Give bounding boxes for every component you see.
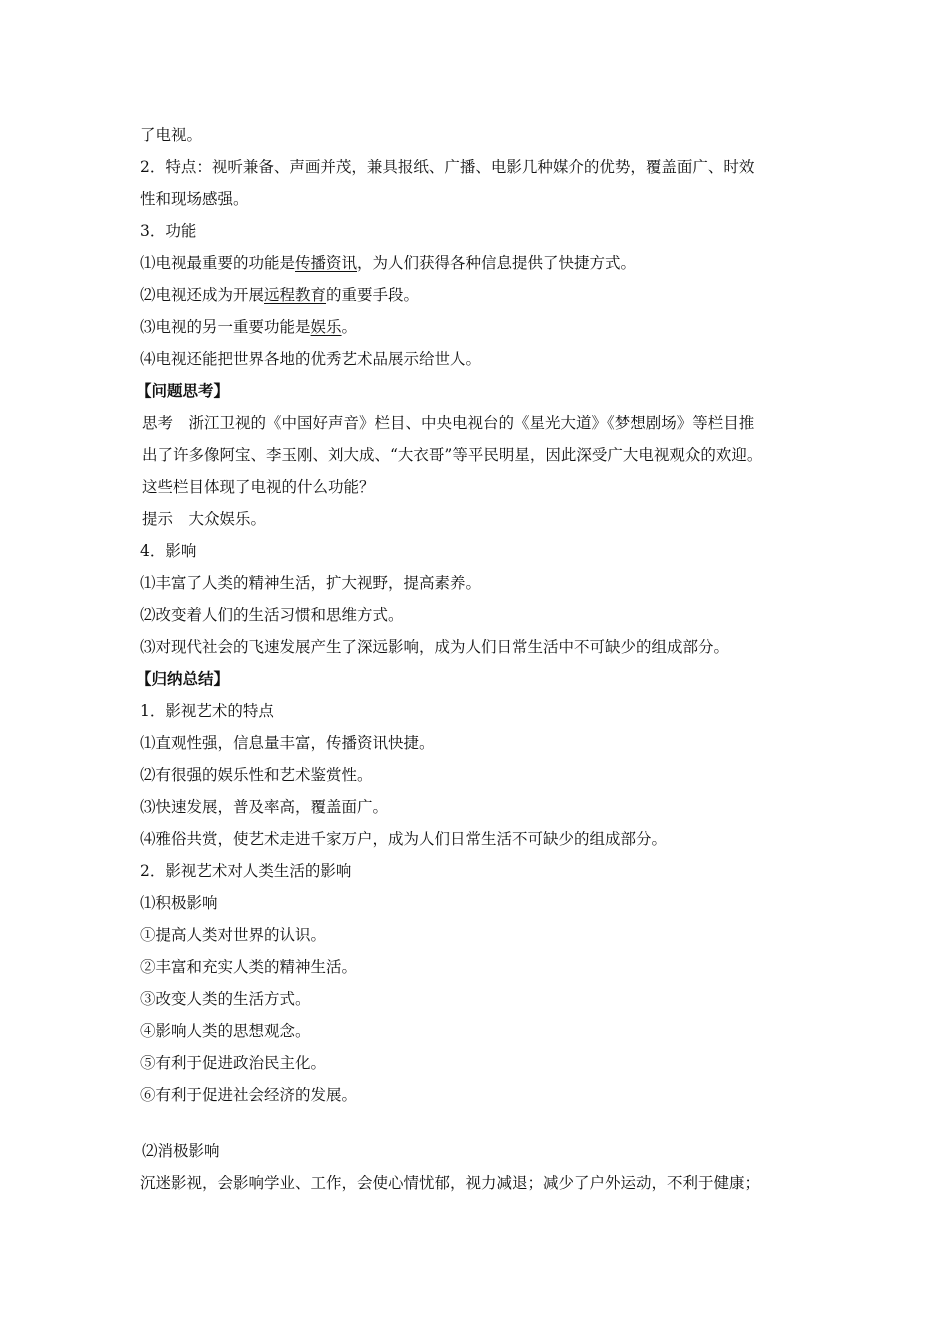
text-line: 性和现场感强。 <box>140 190 249 208</box>
text-line: ⑴直观性强，信息量丰富，传播资讯快捷。 <box>140 734 435 752</box>
text-segment: 的重要手段。 <box>326 286 420 304</box>
section-heading: 【归纳总结】 <box>136 669 230 688</box>
text-line <box>140 316 357 338</box>
text-segment: 。 <box>341 318 358 336</box>
text-line: ⑷电视还能把世界各地的优秀艺术品展示给世人。 <box>140 350 482 368</box>
underlined-term: 传播资讯 <box>295 254 358 272</box>
list-item: ⑤有利于促进政治民主化。 <box>140 1054 327 1072</box>
text-line: ⑵消极影响 <box>142 1142 220 1160</box>
text-segment: ⑵电视还成为开展 <box>140 286 265 304</box>
section-heading: 2．影视艺术对人类生活的影响 <box>140 862 352 880</box>
underlined-term: 远程教育 <box>264 286 327 304</box>
text-line: ⑴积极影响 <box>140 894 218 912</box>
section-heading: 【问题思考】 <box>136 381 230 400</box>
text-line: ⑴丰富了人类的精神生活，扩大视野，提高素养。 <box>140 574 482 592</box>
text-line: ⑷雅俗共赏，使艺术走进千家万户，成为人们日常生活不可缺少的组成部分。 <box>140 830 668 848</box>
list-item: ①提高人类对世界的认识。 <box>140 926 327 944</box>
text-line: 沉迷影视，会影响学业、工作，会使心情忧郁，视力减退；减少了户外运动，不利于健康； <box>140 1174 761 1192</box>
text-line: 思考 浙江卫视的《中国好声音》栏目、中央电视台的《星光大道》《梦想剧场》等栏目推 <box>142 414 755 432</box>
list-item: ③改变人类的生活方式。 <box>140 990 311 1008</box>
text-segment: ，为人们获得各种信息提供了快捷方式。 <box>357 254 637 272</box>
text-segment: ⑶电视的另一重要功能是 <box>140 318 311 336</box>
text-line: 了电视。 <box>140 126 203 144</box>
text-line: ⑶快速发展，普及率高，覆盖面广。 <box>140 798 389 816</box>
text-line: 提示 大众娱乐。 <box>142 510 267 528</box>
text-line: ⑶对现代社会的飞速发展产生了深远影响，成为人们日常生活中不可缺少的组成部分。 <box>140 638 730 656</box>
list-item: ②丰富和充实人类的精神生活。 <box>140 958 358 976</box>
list-item: ④影响人类的思想观念。 <box>140 1022 311 1040</box>
text-line: ⑵改变着人们的生活习惯和思维方式。 <box>140 606 404 624</box>
text-line <box>140 252 636 274</box>
text-line: 出了许多像阿宝、李玉刚、刘大成、“大衣哥”等平民明星，因此深受广大电视观众的欢迎。 <box>142 446 763 464</box>
text-line <box>140 284 419 306</box>
text-segment: ⑴电视最重要的功能是 <box>140 254 296 272</box>
underlined-term: 娱乐 <box>310 318 342 336</box>
list-item: ⑥有利于促进社会经济的发展。 <box>140 1086 358 1104</box>
text-line: ⑵有很强的娱乐性和艺术鉴赏性。 <box>140 766 373 784</box>
section-heading: 1．影视艺术的特点 <box>140 702 274 720</box>
section-heading: 3．功能 <box>140 222 197 240</box>
text-line: 2．特点：视听兼备、声画并茂，兼具报纸、广播、电影几种媒介的优势，覆盖面广、时效 <box>140 158 755 176</box>
section-heading: 4．影响 <box>140 542 197 560</box>
text-line: 这些栏目体现了电视的什么功能？ <box>142 478 375 496</box>
